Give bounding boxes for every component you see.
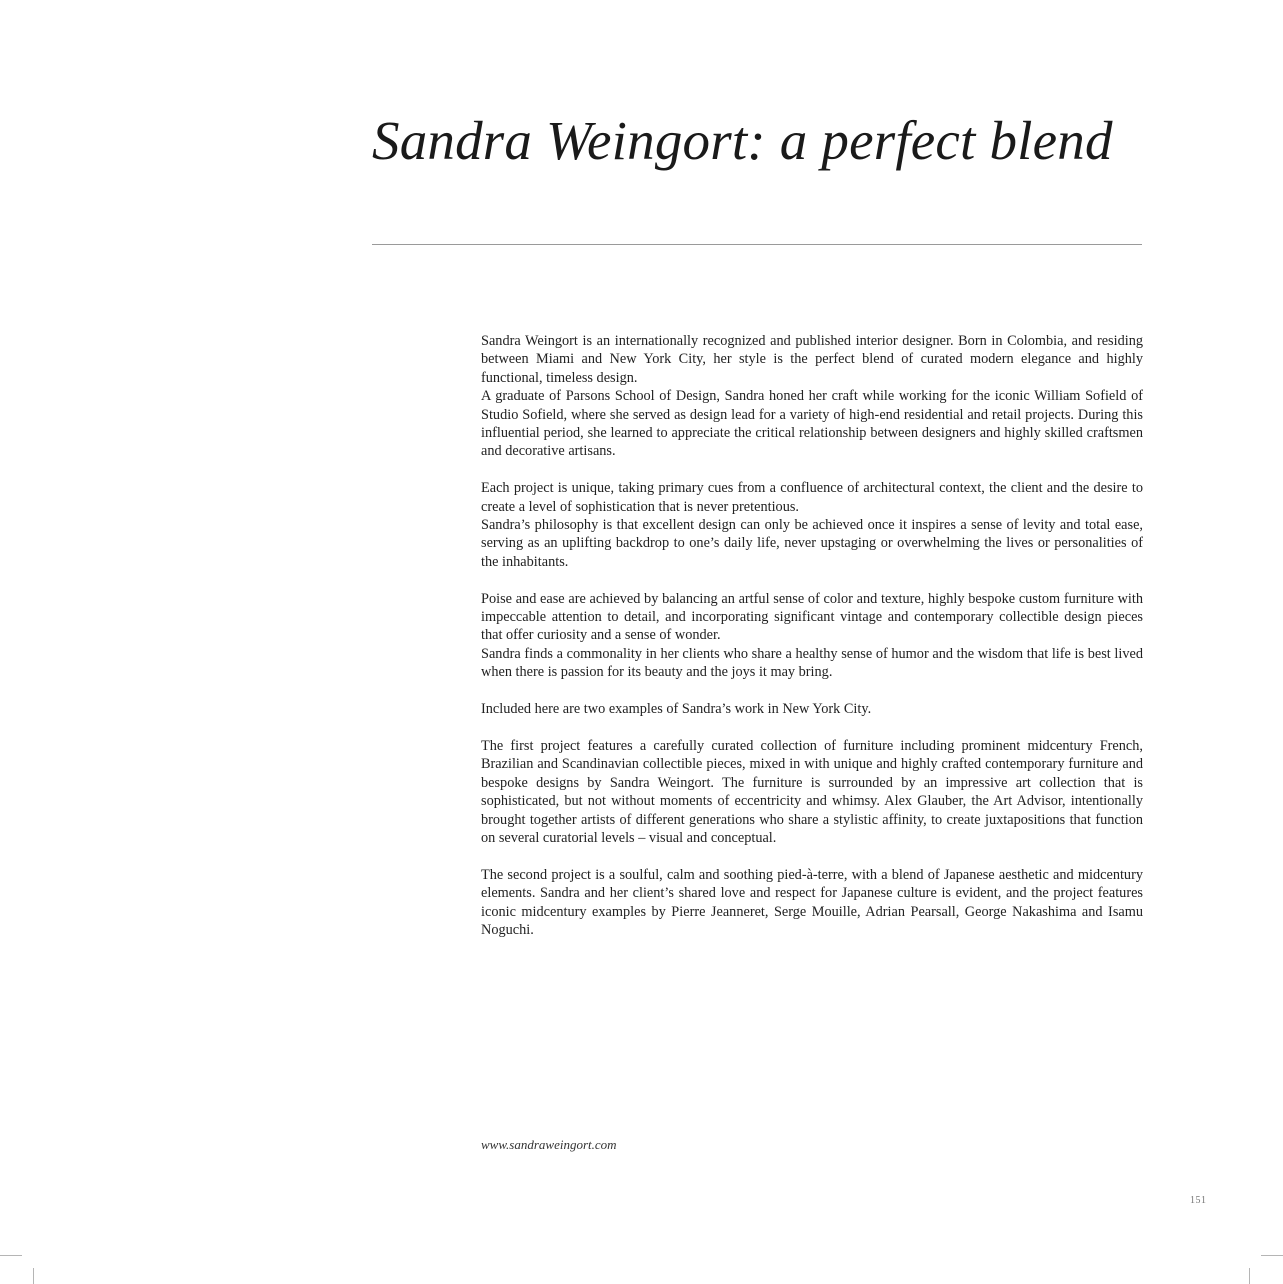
paragraph-text: Included here are two examples of Sandra’s work in New York City. bbox=[481, 701, 872, 718]
paragraph-text: Sandra finds a commonality in her clients who share a healthy sense of humor and the wisdom that life is best lived when there is passion for its beauty and the joys it may bring. bbox=[481, 645, 1143, 681]
page-number: 151 bbox=[1190, 1195, 1207, 1206]
crop-mark-right-vertical bbox=[1249, 1268, 1250, 1284]
paragraph-2 bbox=[481, 479, 1143, 571]
crop-mark-left-horizontal bbox=[0, 1255, 22, 1256]
article-body bbox=[481, 332, 1143, 958]
paragraph-text: Poise and ease are achieved by balancing an artful sense of color and texture, highly bespoke custom furniture with impeccable attention to detail, and incorporating significant vintage and contemporary collectible design pieces that offer curiosity and a sense of wonder. bbox=[481, 590, 1143, 644]
website-link[interactable]: www.sandraweingort.com bbox=[481, 1137, 617, 1152]
paragraph-text: A graduate of Parsons School of Design, Sandra honed her craft while working for the iconic William Sofield of Studio Sofield, where she served as design lead for a variety of high-end residential and retail projects. During this influential period, she learned to appreciate the critical relationship between designers and highly skilled craftsmen and decorative artisans. bbox=[481, 388, 1143, 460]
paragraph-3 bbox=[481, 590, 1143, 682]
paragraph-text: Each project is unique, taking primary cues from a confluence of architectural context, the client and the desire to create a level of sophistication that is never pretentious. bbox=[481, 480, 1143, 515]
paragraph-1 bbox=[481, 332, 1143, 461]
crop-mark-left-vertical bbox=[33, 1268, 34, 1284]
crop-mark-right-horizontal bbox=[1261, 1255, 1283, 1256]
paragraph-text: The first project features a carefully curated collection of furniture including prominent midcentury French, Brazilian and Scandinavian collectible pieces, mixed in with unique and highly crafted contemporary furniture and bespoke designs by Sandra Weingort. The furniture is surrounded by an impressive art collection that is sophisticated, but not without moments of eccentricity and whimsy. Alex Glauber, the Art Advisor, intentionally brought together artists of different generations who share a stylistic affinity, to create juxtapositions that function on several curatorial levels – visual and conceptual. bbox=[481, 737, 1143, 846]
paragraph-5 bbox=[481, 737, 1143, 847]
paragraph-4 bbox=[481, 700, 1143, 718]
paragraph-text: Sandra’s philosophy is that excellent design can only be achieved once it inspires a sense of levity and total ease, serving as an uplifting backdrop to one’s daily life, never upstaging or overwhelming the lives or personalities of the inhabitants. bbox=[481, 517, 1143, 570]
page-title: Sandra Weingort: a perfect blend bbox=[372, 110, 1113, 171]
paragraph-text: Sandra Weingort is an internationally recognized and published interior designer. Born in Colombia, and residing between Miami and New York City, her style is the perfect blend of curated modern elegance and highly functional, timeless design. bbox=[481, 333, 1143, 386]
title-divider bbox=[372, 244, 1142, 245]
paragraph-6 bbox=[481, 866, 1143, 940]
paragraph-text: The second project is a soulful, calm and soothing pied-à-terre, with a blend of Japanese aesthetic and midcentury elements. Sandra and her client’s shared love and respect for Japanese culture is evident, and the project features iconic midcentury examples by Pierre Jeanneret, Serge Mouille, Adrian Pearsall, George Nakashima and Isamu Noguchi. bbox=[481, 866, 1143, 938]
